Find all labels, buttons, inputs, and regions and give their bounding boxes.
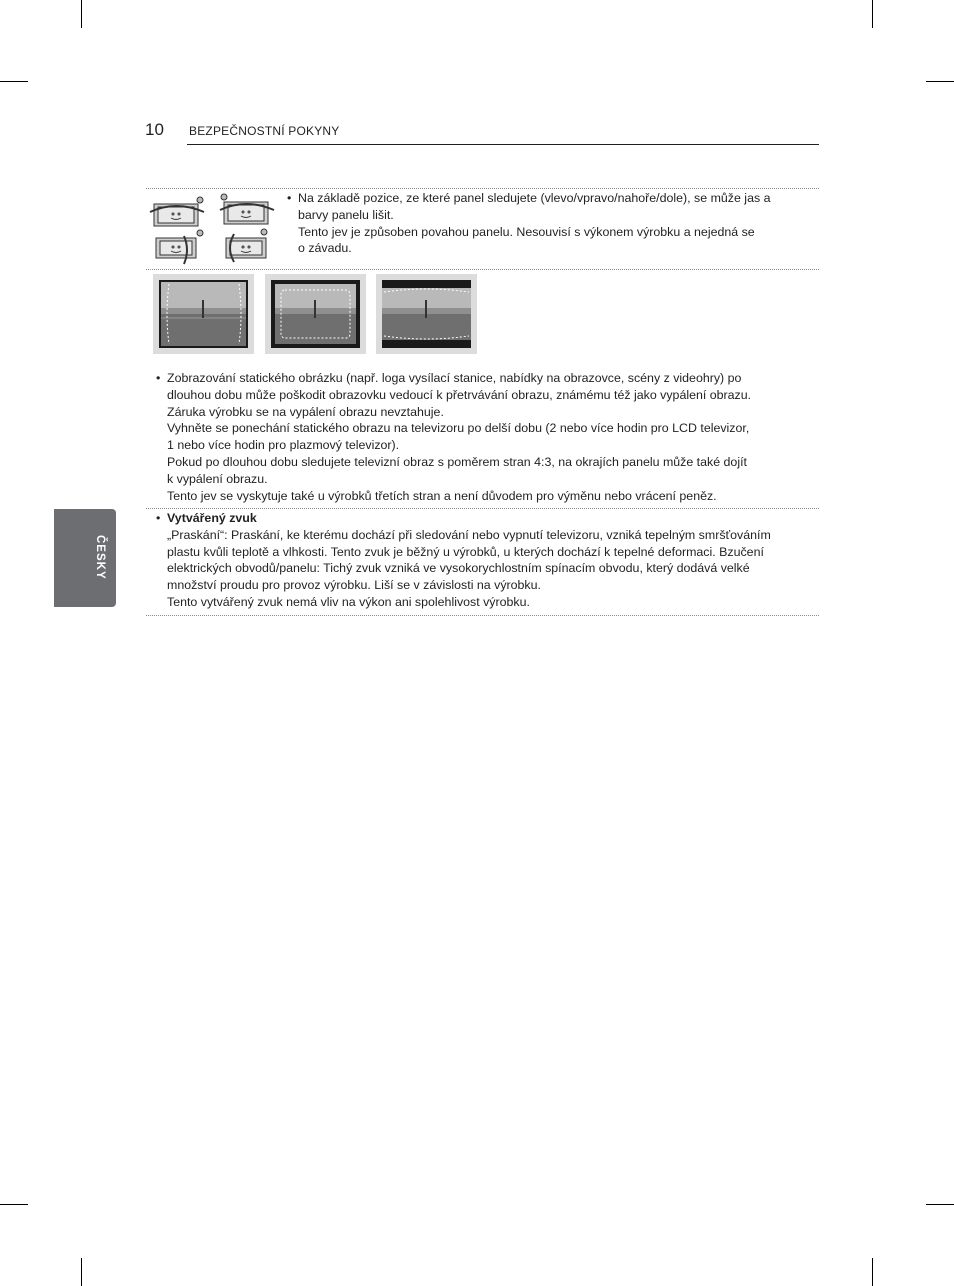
language-tab-label: ČESKY bbox=[94, 535, 106, 580]
tv-top-icon bbox=[156, 230, 203, 264]
text-line: Na základě pozice, ze které panel sledujete (vlevo/vpravo/nahoře/dole), se může jas a bbox=[298, 191, 771, 205]
crop-mark bbox=[81, 0, 82, 28]
bullet: • bbox=[287, 191, 292, 205]
text-line: dlouhou dobu může poškodit obrazovku vedoucí k přetrvávání obrazu, známému též jako vypálení obrazu. bbox=[167, 387, 752, 402]
text-line: barvy panelu lišit. bbox=[298, 207, 394, 222]
grass-field-image bbox=[376, 274, 477, 354]
section-title: BEZPEČNOSTNÍ POKYNY bbox=[189, 124, 340, 138]
viewing-angle-note bbox=[287, 190, 771, 257]
text-line: množství proudu pro provoz výrobku. Liší se v závislosti na výrobku. bbox=[167, 578, 541, 593]
text-line: plastu kvůli teplotě a vlhkosti. Tento zvuk je běžný u výrobků, u kterých dochází k tepelné deformaci. Bzučení bbox=[167, 544, 764, 559]
note-heading: Vytvářený zvuk bbox=[167, 511, 257, 525]
page-number: 10 bbox=[145, 120, 164, 139]
crop-mark bbox=[81, 1258, 82, 1286]
image-retention-note bbox=[156, 370, 752, 504]
text-line: Pokud po dlouhou dobu sledujete televizní obraz s poměrem stran 4:3, na okrajích panelu může také dojít bbox=[167, 454, 747, 469]
text-line: Zobrazování statického obrázku (např. loga vysílací stanice, nabídky na obrazovce, scény z videohry) po bbox=[167, 371, 742, 385]
tv-bottom-icon bbox=[226, 229, 267, 262]
text-line: 1 nebo více hodin pro plazmový televizor). bbox=[167, 438, 400, 453]
crop-mark bbox=[926, 81, 954, 82]
crop-mark bbox=[872, 1258, 873, 1286]
text-line: „Praskání“: Praskání, ke kterému dochází při sledování nebo vypnutí televizoru, vzniká tepelným smršťováním bbox=[167, 527, 771, 542]
crop-mark bbox=[926, 1204, 954, 1205]
grass-field-image bbox=[265, 274, 366, 354]
tv-right-icon bbox=[220, 194, 274, 224]
tv-left-icon bbox=[150, 197, 204, 226]
bullet: • bbox=[156, 511, 161, 525]
crop-mark bbox=[0, 81, 28, 82]
divider bbox=[146, 615, 819, 616]
text-line: elektrických obvodů/panelu: Tichý zvuk vzniká ve vysokorychlostním spínacím obvodu, který dodává velké bbox=[167, 561, 750, 576]
text-line: Tento jev je způsoben povahou panelu. Nesouvisí s výkonem výrobku a nejedná se bbox=[298, 224, 755, 239]
text-line: Tento jev se vyskytuje také u výrobků třetích stran a není důvodem pro výměnu nebo vrácení peněz. bbox=[167, 488, 717, 503]
text-line: o závadu. bbox=[298, 241, 352, 256]
crop-mark bbox=[0, 1204, 28, 1205]
burn-in-photo bbox=[265, 274, 366, 354]
burn-in-photo bbox=[153, 274, 254, 354]
text-line: Tento vytvářený zvuk nemá vliv na výkon ani spolehlivost výrobku. bbox=[167, 594, 530, 609]
divider bbox=[146, 508, 819, 509]
divider bbox=[146, 269, 819, 270]
language-tab bbox=[54, 509, 116, 607]
viewing-angle-illustration bbox=[148, 192, 276, 266]
bullet: • bbox=[156, 371, 161, 385]
grass-field-image bbox=[153, 274, 254, 354]
divider bbox=[146, 188, 819, 189]
generated-noise-note bbox=[156, 510, 771, 611]
header-divider bbox=[187, 144, 819, 145]
crop-mark bbox=[872, 0, 873, 28]
burn-in-photo bbox=[376, 274, 477, 354]
text-line: k vypálení obrazu. bbox=[167, 471, 268, 486]
text-line: Záruka výrobku se na vypálení obrazu nevztahuje. bbox=[167, 404, 444, 419]
text-line: Vyhněte se ponechání statického obrazu na televizoru po delší dobu (2 nebo více hodin pro LCD televizor, bbox=[167, 421, 750, 436]
